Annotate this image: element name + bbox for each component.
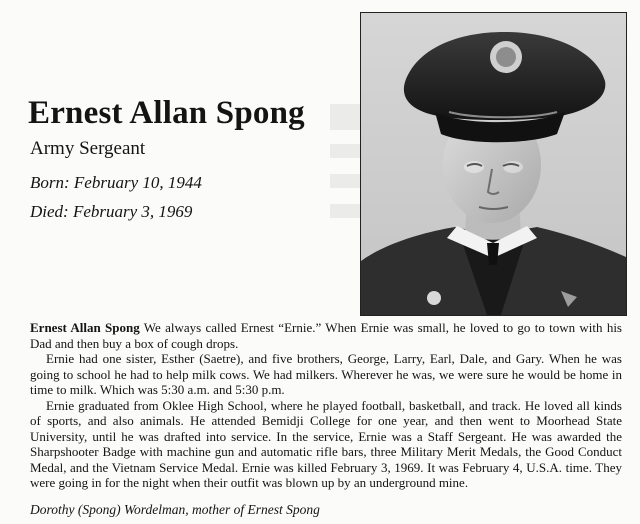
death-date: Died: February 3, 1969 [30,202,193,221]
signature-line: Dorothy (Spong) Wordelman, mother of Ernest Spong [30,502,320,517]
story-paragraph-1 [30,320,622,351]
story-paragraph-3: Ernie graduated from Oklee High School, where he played football, basketball, and track. He loved all kinds of sports, and also animals. He attended Bemidji College for one year, and then went to Moorhead State University, until he was drafted into service. In the service, Ernie was a Staff Sergeant. He was awarded the Sharpshooter Badge with machine gun and automatic rifle bars, three Military Merit Medals, the Good Conduct Medal, and the Vietnam Service Medal. Ernie was killed February 3, 1969. It was February 4, U.S.A. time. They were going in for the night when their outfit was blown up by an underground mine. [30,397,622,490]
memorial-story [30,320,622,491]
story-paragraph-1-text: We always called Ernest “Ernie.” When Ernie was small, he loved to go to town with his Dad and then buy a box of cough drops. [30,320,622,351]
birth-date: Born: February 10, 1944 [30,173,202,192]
page-title: Ernest Allan Spong [28,95,305,131]
story-lead-name: Ernest Allan Spong [30,320,140,335]
portrait-photo [360,12,627,316]
rank-subtitle: Army Sergeant [30,138,146,159]
story-paragraph-2: Ernie had one sister, Esther (Saetre), and five brothers, George, Larry, Earl, Dale, and Gary. When he was going to school he had to help milk cows. We had milkers. Wherever he was, we were sure he would be home in time to milk. Which was 5:30 a.m. and 5:30 p.m. [30,351,622,397]
